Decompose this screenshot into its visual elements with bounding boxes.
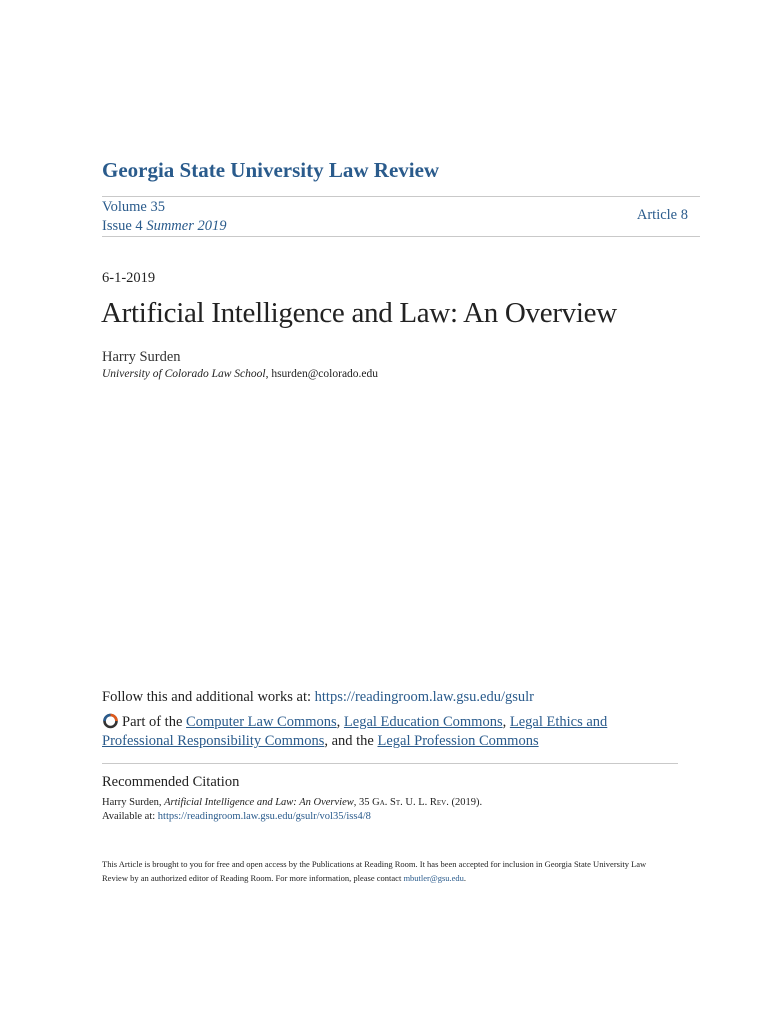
- citation-author: Harry Surden,: [102, 797, 165, 808]
- article-number-link[interactable]: Article 8: [636, 207, 688, 223]
- sep-2: ,: [502, 714, 510, 730]
- sep-1: ,: [336, 714, 344, 730]
- author-name: Harry Surden: [102, 349, 181, 365]
- commons-icon: [102, 712, 119, 729]
- available-label: Available at:: [102, 811, 158, 822]
- citation-volume: , 35: [353, 797, 373, 808]
- legal-profession-commons-link[interactable]: Legal Profession Commons: [377, 733, 539, 749]
- citation-title: Artificial Intelligence and Law: An Overview: [164, 797, 354, 808]
- affiliation-name: University of Colorado Law School: [102, 368, 266, 380]
- follow-prefix: Follow this and additional works at:: [102, 689, 315, 705]
- citation-block: [102, 796, 482, 824]
- recommended-citation-heading: Recommended Citation: [102, 774, 240, 790]
- citation-journal: Ga. St. U. L. Rev.: [372, 797, 449, 808]
- issue-season: Summer 2019: [146, 218, 227, 234]
- follow-line: [102, 689, 534, 706]
- part-of-line: [102, 712, 677, 751]
- part-of-prefix: Part of the: [122, 714, 187, 730]
- follow-url-link[interactable]: https://readingroom.law.gsu.edu/gsulr: [314, 689, 535, 705]
- available-url-link[interactable]: https://readingroom.law.gsu.edu/gsulr/vol35/iss4/8: [157, 811, 371, 822]
- computer-law-commons-link[interactable]: Computer Law Commons: [186, 714, 337, 730]
- divider-top: [102, 196, 700, 197]
- citation-year: (2019).: [448, 797, 483, 808]
- article-title: Artificial Intelligence and Law: An Overview: [101, 297, 617, 329]
- legal-ethics-commons-link[interactable]: Legal Ethics and Professional Responsibility Commons: [102, 714, 608, 749]
- divider-citation: [102, 763, 678, 764]
- divider-bottom: [102, 236, 700, 237]
- sep-3: , and the: [324, 733, 378, 749]
- author-email: , hsurden@colorado.edu: [265, 368, 379, 380]
- contact-email-link[interactable]: mbutler@gsu.edu: [403, 873, 464, 883]
- notice-end: .: [463, 873, 467, 883]
- issue-number: Issue 4: [102, 218, 143, 234]
- publication-date: 6-1-2019: [102, 270, 156, 286]
- access-notice: [102, 857, 662, 885]
- volume-issue-block: [102, 198, 226, 236]
- issue-link[interactable]: [102, 218, 226, 234]
- notice-text: This Article is brought to you for free and open access by the Publications at Reading Room. It has been accepted for inclusion in Georgia State University Law Review by an authorized editor of Reading Room. For more information, please contact: [102, 859, 647, 883]
- author-affiliation: [102, 368, 378, 380]
- volume-link[interactable]: Volume 35: [102, 199, 165, 215]
- legal-education-commons-link[interactable]: Legal Education Commons: [343, 714, 503, 730]
- journal-title[interactable]: Georgia State University Law Review: [102, 158, 440, 182]
